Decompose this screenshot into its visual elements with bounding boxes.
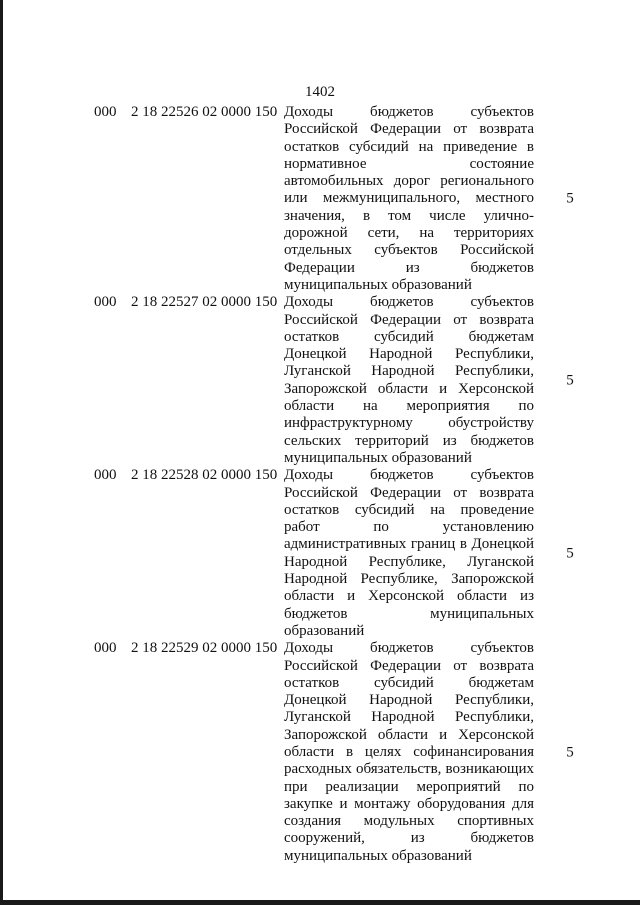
amount-value: 5	[566, 545, 574, 562]
amount-value: 5	[566, 743, 574, 760]
income-description: Доходы бюджетов субъектов Российской Федерации от возврата остатков субсидий на проведение работ по установлению административных границ в Донецкой Народной Республике, Луганской Народной Республике, Запорожской области и Херсонской области из бюджетов муниципальных образований	[284, 467, 534, 639]
budget-classification-code: 2 18 22526 02 0000 150	[131, 104, 278, 120]
income-description: Доходы бюджетов субъектов Российской Федерации от возврата остатков субсидий бюджетам Донецкой Народной Республики, Луганской Народной Республики, Запорожской области и Херсонской области в целях софинансирования расходных обязательств, возникающих при реализации мероприятий по закупке и монтажу оборудования для создания модульных спортивных сооружений, из бюджетов муниципальных образований	[284, 640, 534, 864]
income-description: Доходы бюджетов субъектов Российской Федерации от возврата остатков субсидий на приведение в нормативное состояние автомобильных дорог регионального или межмуниципального, местного значения, в том числе улично-дорожной сети, на территориях отдельных субъектов Российской Федерации из бюджетов муниципальных образований	[284, 104, 534, 293]
page-number: 1402	[305, 84, 335, 100]
admin-code: 000	[94, 640, 117, 657]
amount-value: 5	[566, 190, 574, 207]
admin-code: 000	[94, 467, 117, 484]
budget-code-table	[0, 104, 640, 865]
budget-classification-code: 2 18 22527 02 0000 150	[131, 294, 278, 311]
table-row	[0, 467, 640, 640]
admin-code: 000	[94, 294, 117, 311]
table-row	[0, 640, 640, 865]
amount-value: 5	[566, 372, 574, 389]
table-row	[0, 294, 640, 467]
budget-classification-code: 2 18 22528 02 0000 150	[131, 467, 278, 484]
table-row	[0, 104, 640, 294]
admin-code: 000	[94, 104, 117, 120]
income-description: Доходы бюджетов субъектов Российской Федерации от возврата остатков субсидий бюджетам Донецкой Народной Республики, Луганской Народной Республики, Запорожской области и Херсонской области на мероприятия по инфраструктурному обустройству сельских территорий из бюджетов муниципальных образований	[284, 294, 534, 466]
budget-classification-code: 2 18 22529 02 0000 150	[131, 640, 278, 657]
scan-bottom-edge	[0, 900, 640, 905]
